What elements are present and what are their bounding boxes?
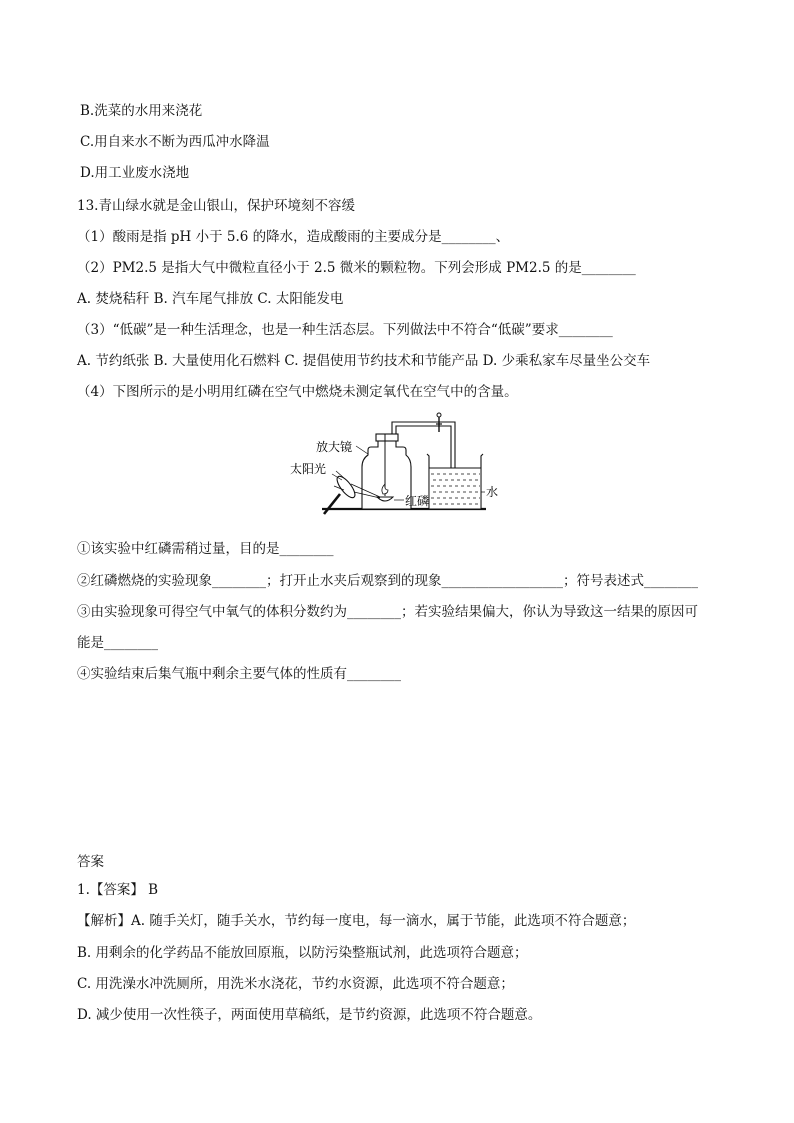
label-magnifier: 放大镜	[316, 440, 353, 454]
q12-option-d: D.用工业废水浇地	[80, 165, 190, 181]
q13-sub1: ①该实验中红磷需稍过量，目的是________	[77, 541, 334, 557]
q12-option-b: B.洗菜的水用来浇花	[80, 103, 203, 119]
magnifier-handle	[324, 494, 340, 514]
q13-part1: （1）酸雨是指 pH 小于 5.6 的降水，造成酸雨的主要成分是________、	[77, 229, 510, 245]
label-sunlight: 太阳光	[290, 462, 327, 476]
experiment-diagram	[284, 410, 499, 522]
q13-sub4: ④实验结束后集气瓶中剩余主要气体的性质有________	[77, 666, 401, 682]
q13-sub3-line2: 能是________	[77, 635, 158, 651]
label-red-phosphorus: 红磷	[405, 494, 430, 508]
q13-part3: （3）“低碳”是一种生活理念，也是一种生活态层。下列做法中不符合“低碳”要求________	[77, 322, 613, 338]
answer-1-option-d: D. 减少使用一次性筷子，两面使用草稿纸，是节约资源，此选项不符合题意。	[77, 1007, 542, 1023]
q13-part3-options: A. 节约纸张 B. 大量使用化石燃料 C. 提倡使用节约技术和节能产品 D. 少乘私家车尽量坐公交车	[77, 353, 651, 369]
q12-option-c: C.用自来水不断为西瓜冲水降温	[80, 134, 270, 150]
q13-part2-options: A. 焚烧秸秆 B. 汽车尾气排放 C. 太阳能发电	[77, 291, 344, 307]
bottle-stopper	[376, 434, 398, 441]
answer-1-option-b: B. 用剩余的化学药品不能放回原瓶，以防污染整瓶试剂，此选项符合题意；	[77, 945, 528, 961]
q13-sub3-line1: ③由实验现象可得空气中氧气的体积分数约为________；若实验结果偏大，你认为导致这一结果的原因可	[77, 604, 698, 620]
q13-sub2: ②红磷燃烧的实验现象________；打开止水夹后观察到的现象__________________；符号表述式________	[77, 573, 698, 589]
answers-title: 答案	[77, 854, 104, 870]
answer-1-option-c: C. 用洗澡水冲洗厕所，用洗米水浇花，节约水资源，此选项不符合题意；	[77, 976, 514, 992]
q13-stem: 13.青山绿水就是金山银山，保护环境刻不容缓	[77, 198, 355, 214]
q13-part4: （4）下图所示的是小明用红磷在空气中燃烧未测定氧代在空气中的含量。	[77, 384, 518, 400]
label-water: 水	[486, 485, 499, 499]
q13-part2: （2）PM2.5 是指大气中微粒直径小于 2.5 微米的颗粒物。下列会形成 PM2.5 的是________	[77, 260, 636, 276]
answer-1: 1.【答案】 B	[77, 882, 159, 898]
answer-1-explanation: 【解析】A. 随手关灯，随手关水，节约每一度电，每一滴水，属于节能，此选项不符合题意；	[77, 913, 636, 929]
